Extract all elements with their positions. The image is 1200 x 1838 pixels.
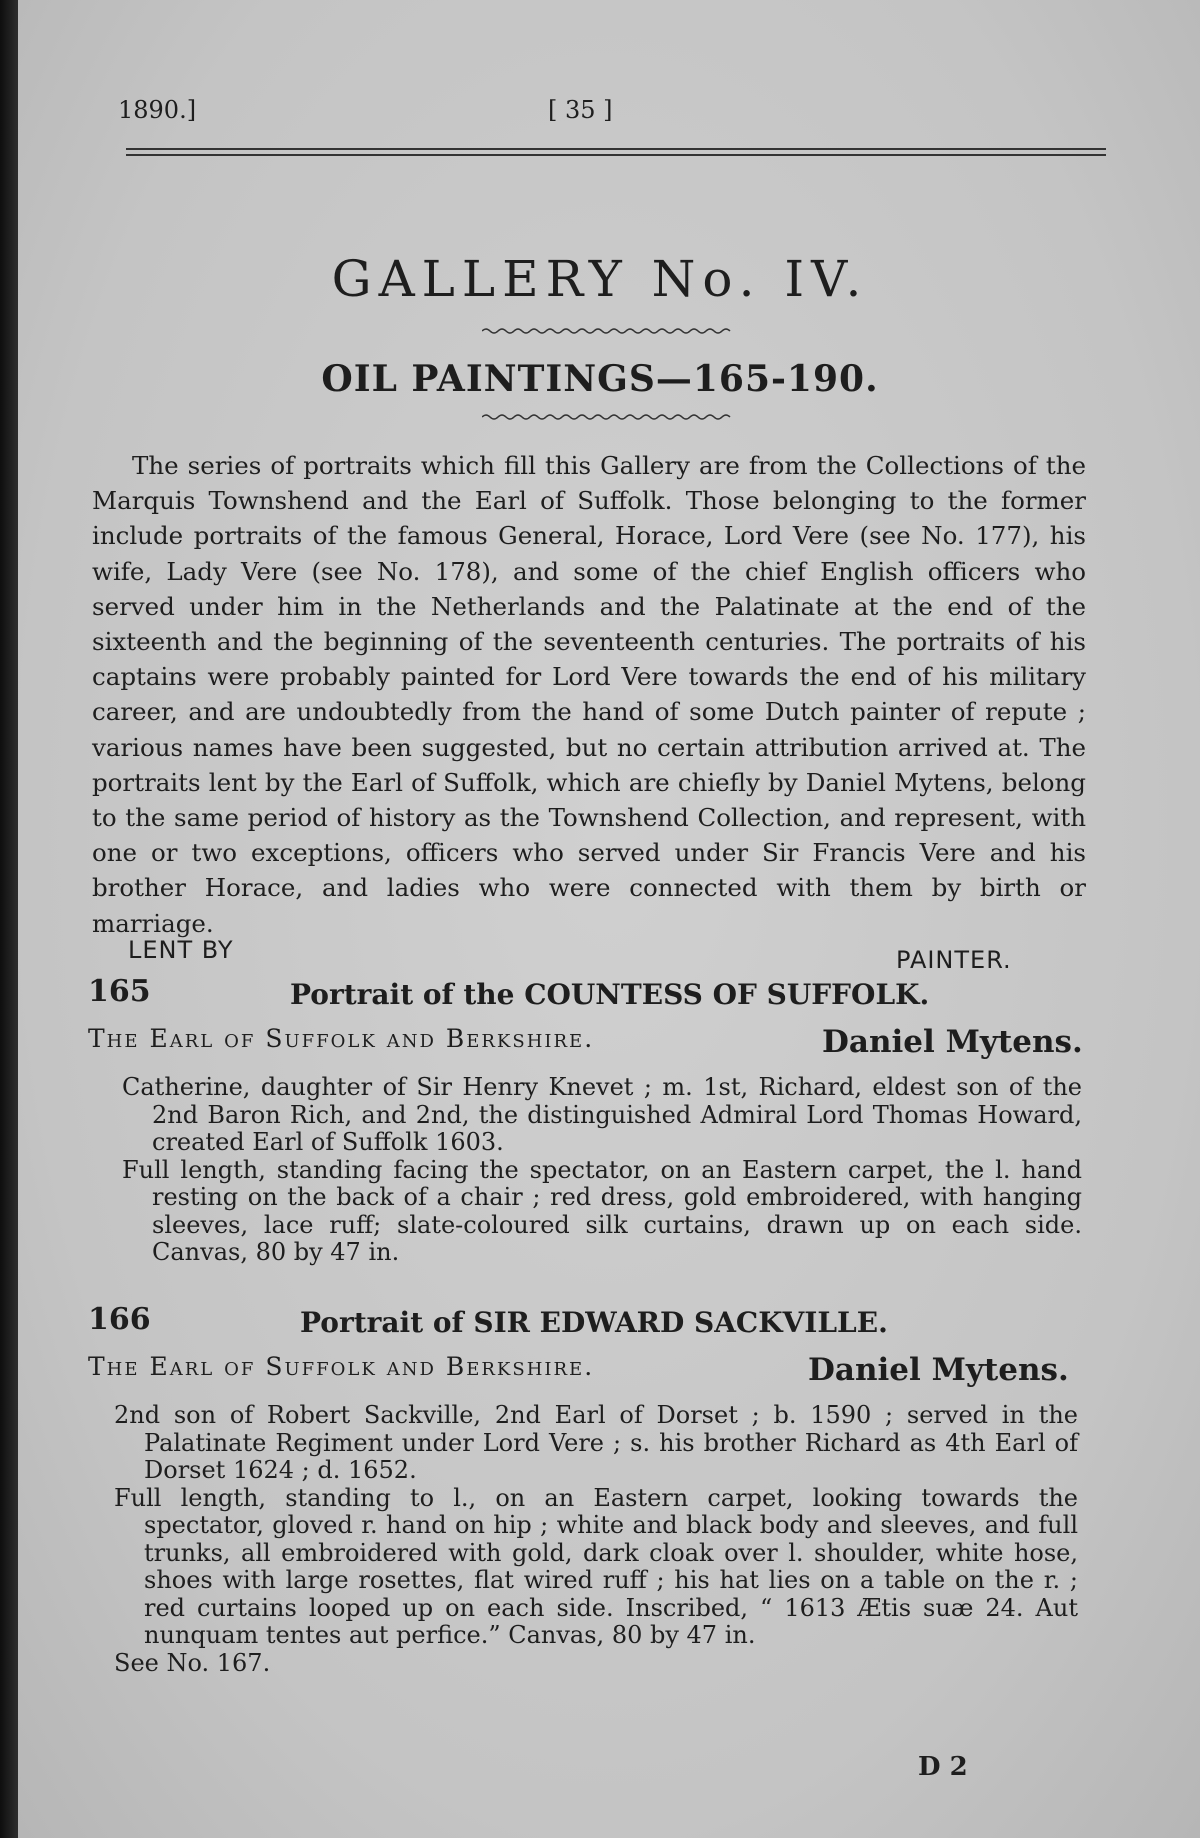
column-head-painter: PAINTER. [896,946,1012,974]
signature-mark: D 2 [918,1752,968,1782]
header-year: 1890.] [118,96,197,124]
running-header [118,96,1108,136]
intro-text: The series of portraits which fill this Gallery are from the Collections of the Marquis Townshend and the Earl of Suffolk. Those belonging to the former include portraits of the famous General, Horace, Lord Vere (see No. 177), his wife, Lady Vere (see No. 178), and some of the chief English officers who served under him in the Netherlands and the Palatinate at the end of the sixteenth and the beginning of the seventeenth centuries. The portraits of his captains were probably painted for Lord Vere towards the end of his military career, and are undoubtedly from the hand of some Dutch painter of repute ; various names have been suggested, but no certain attribution arrived at. The portraits lent by the Earl of Suffolk, which are chiefly by Daniel Mytens, belong to the same period of history as the Townshend Collection, and represent, with one or two exceptions, officers who served under Sir Francis Vere and his brother Horace, and ladies who were connected with them by birth or marriage. [92,451,1086,938]
header-page-number: [ 35 ] [548,96,613,124]
header-rule-bottom [126,154,1106,156]
section-subtitle: OIL PAINTINGS—165-190. [321,358,879,400]
entry-painter: Daniel Mytens. [808,1352,1069,1388]
wavy-ornament-rule [482,327,736,335]
entry-number: 166 [88,1302,151,1337]
entry-see-also: See No. 167. [114,1648,271,1677]
entry-painter: Daniel Mytens. [822,1024,1083,1060]
intro-paragraph [92,448,1086,941]
wavy-ornament-rule-2 [482,413,736,421]
entry-lender: The Earl of Suffolk and Berkshire. [88,1024,595,1053]
entry-physical-description: Full length, standing to l., on an Eastern carpet, looking towards the spectator, gloved r. hand on hip ; white and black body and sleeves, and full trunks, all embroidered with gold, dark cloak over l. shoulder, white hose, shoes with large rosettes, flat wired ruff ; his hat lies on a table on the r. ; red curtains looped up on each side. Inscribed, “ 1613 Ætis suæ 24. Aut nunquam tentes aut perfice.” Canvas, 80 by 47 in. [114,1483,1078,1649]
book-page [18,0,1200,1838]
entry-title: Portrait of the COUNTESS OF SUFFOLK. [290,978,930,1011]
entry-lender: The Earl of Suffolk and Berkshire. [88,1352,595,1381]
column-head-lent-by: LENT BY [128,936,234,964]
entry-description [114,1402,1078,1677]
entry-physical-description: Full length, standing facing the spectator, on an Eastern carpet, the l. hand resting on the back of a chair ; red dress, gold embroidered, with hanging sleeves, lace ruff; slate-coloured silk curtains, drawn up on each side. Canvas, 80 by 47 in. [122,1155,1082,1266]
entry-biography: 2nd son of Robert Sackville, 2nd Earl of Dorset ; b. 1590 ; served in the Palatinate Regiment under Lord Vere ; s. his brother Richard as 4th Earl of Dorset 1624 ; d. 1652. [114,1401,1078,1484]
entry-biography: Catherine, daughter of Sir Henry Knevet ; m. 1st, Richard, eldest son of the 2nd Baron Rich, and 2nd, the distinguished Admiral Lord Thomas Howard, created Earl of Suffolk 1603. [122,1073,1082,1156]
gallery-title: GALLERY No. IV. [331,250,869,308]
entry-number: 165 [88,974,151,1009]
header-rule-top [126,148,1106,150]
entry-description [122,1074,1082,1267]
entry-title: Portrait of SIR EDWARD SACKVILLE. [300,1306,888,1339]
